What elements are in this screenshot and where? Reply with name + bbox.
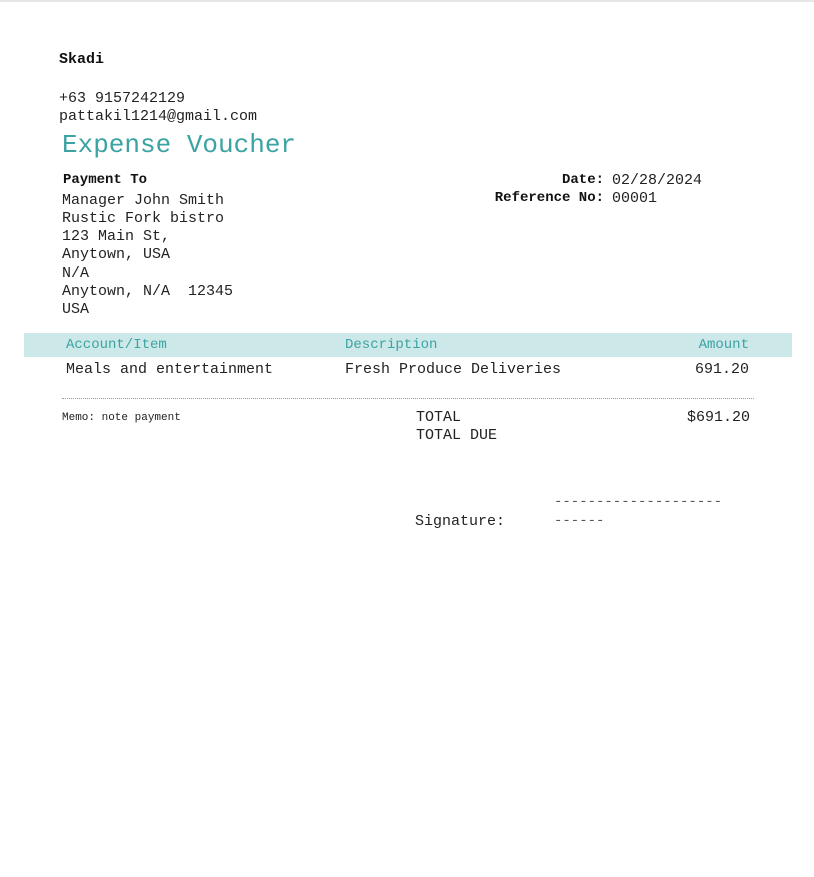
payment-to-line: USA	[62, 301, 90, 318]
document-title: Expense Voucher	[62, 130, 297, 160]
row-amount: 691.20	[694, 361, 749, 378]
signature-line: --------------------	[554, 494, 723, 510]
header-description: Description	[345, 337, 438, 353]
table-row	[0, 360, 814, 380]
header-amount: Amount	[698, 337, 749, 353]
signature-label: Signature:	[415, 513, 506, 530]
header-account: Account/Item	[66, 337, 167, 353]
row-account: Meals and entertainment	[66, 361, 274, 378]
top-border	[0, 0, 814, 2]
memo-text: Memo: note payment	[62, 412, 181, 424]
total-value: $691.20	[686, 409, 750, 426]
payment-to-line: N/A	[62, 265, 90, 282]
row-description: Fresh Produce Deliveries	[345, 361, 562, 378]
payment-to-line: 123 Main St,	[62, 228, 171, 245]
payment-to-line: Rustic Fork bistro	[62, 210, 225, 227]
signature-line-short: ------	[554, 513, 605, 529]
total-due-label: TOTAL DUE	[416, 427, 498, 444]
reference-label: Reference No:	[494, 190, 604, 206]
payment-to-line: Anytown, N/A 12345	[62, 283, 234, 300]
date-value: 02/28/2024	[612, 172, 703, 189]
table-header	[24, 333, 792, 357]
company-name: Skadi	[59, 51, 105, 68]
reference-value: 00001	[612, 190, 658, 207]
payment-to-label: Payment To	[63, 172, 148, 188]
payment-to-line: Anytown, USA	[62, 246, 171, 263]
divider	[62, 398, 754, 399]
date-label: Date:	[561, 172, 604, 188]
company-email: pattakil1214@gmail.com	[59, 108, 258, 125]
payment-to-line: Manager John Smith	[62, 192, 225, 209]
company-phone: +63 9157242129	[59, 90, 186, 107]
total-label: TOTAL	[416, 409, 462, 426]
